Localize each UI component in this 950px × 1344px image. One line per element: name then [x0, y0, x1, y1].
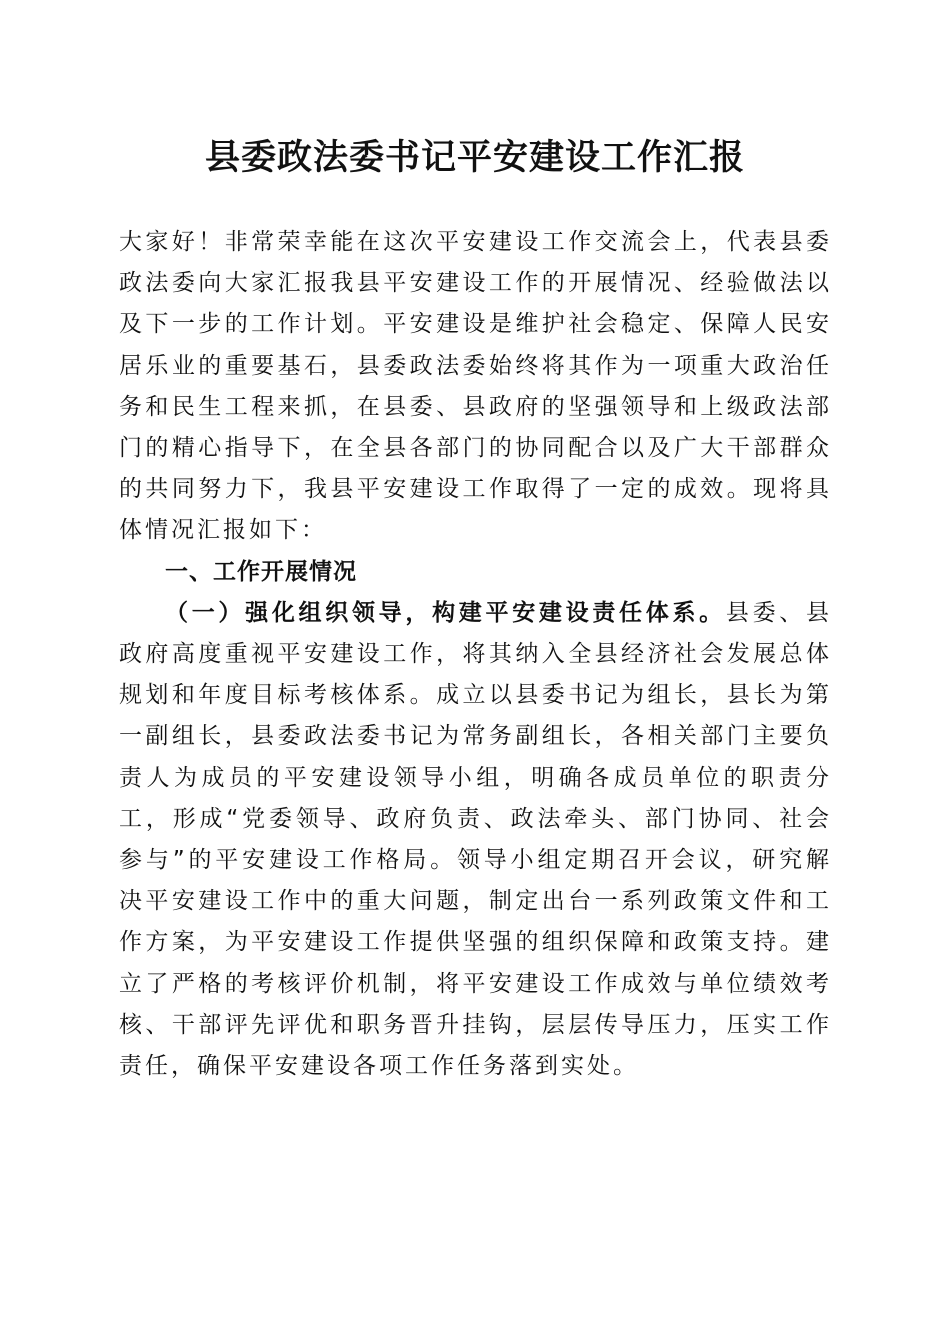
- intro-paragraph: 大家好！非常荣幸能在这次平安建设工作交流会上，代表县委政法委向大家汇报我县平安建设工作的开展情况、经验做法以及下一步的工作计划。平安建设是维护社会稳定、保障人民安居乐业的重要基石，县委政法委始终将其作为一项重大政治任务和民生工程来抓，在县委、县政府的坚强领导和上级政法部门的精心指导下，在全县各部门的协同配合以及广大干部群众的共同努力下，我县平安建设工作取得了一定的成效。现将具体情况汇报如下：: [119, 229, 832, 544]
- paragraph-subheading: （一）强化组织领导，构建平安建设责任体系。: [165, 599, 726, 626]
- document-body: [119, 222, 832, 1087]
- paragraph-text: 县委、县政府高度重视平安建设工作，将其纳入全县经济社会发展总体规划和年度目标考核体系。成立以县委书记为组长，县长为第一副组长，县委政法委书记为常务副组长，各相关部门主要负责人为成员的平安建设领导小组，明确各成员单位的职责分工，形成“党委领导、政府负责、政法牵头、部门协同、社会参与”的平安建设工作格局。领导小组定期召开会议，研究解决平安建设工作中的重大问题，制定出台一系列政策文件和工作方案，为平安建设工作提供坚强的组织保障和政策支持。建立了严格的考核评价机制，将平安建设工作成效与单位绩效考核、干部评先评优和职务晋升挂钩，层层传导压力，压实工作责任，确保平安建设各项工作任务落到实处。: [119, 599, 833, 1080]
- section-paragraph: [119, 593, 832, 1087]
- document-title: 县委政法委书记平安建设工作汇报: [204, 137, 745, 178]
- section-heading: 一、工作开展情况: [165, 558, 357, 585]
